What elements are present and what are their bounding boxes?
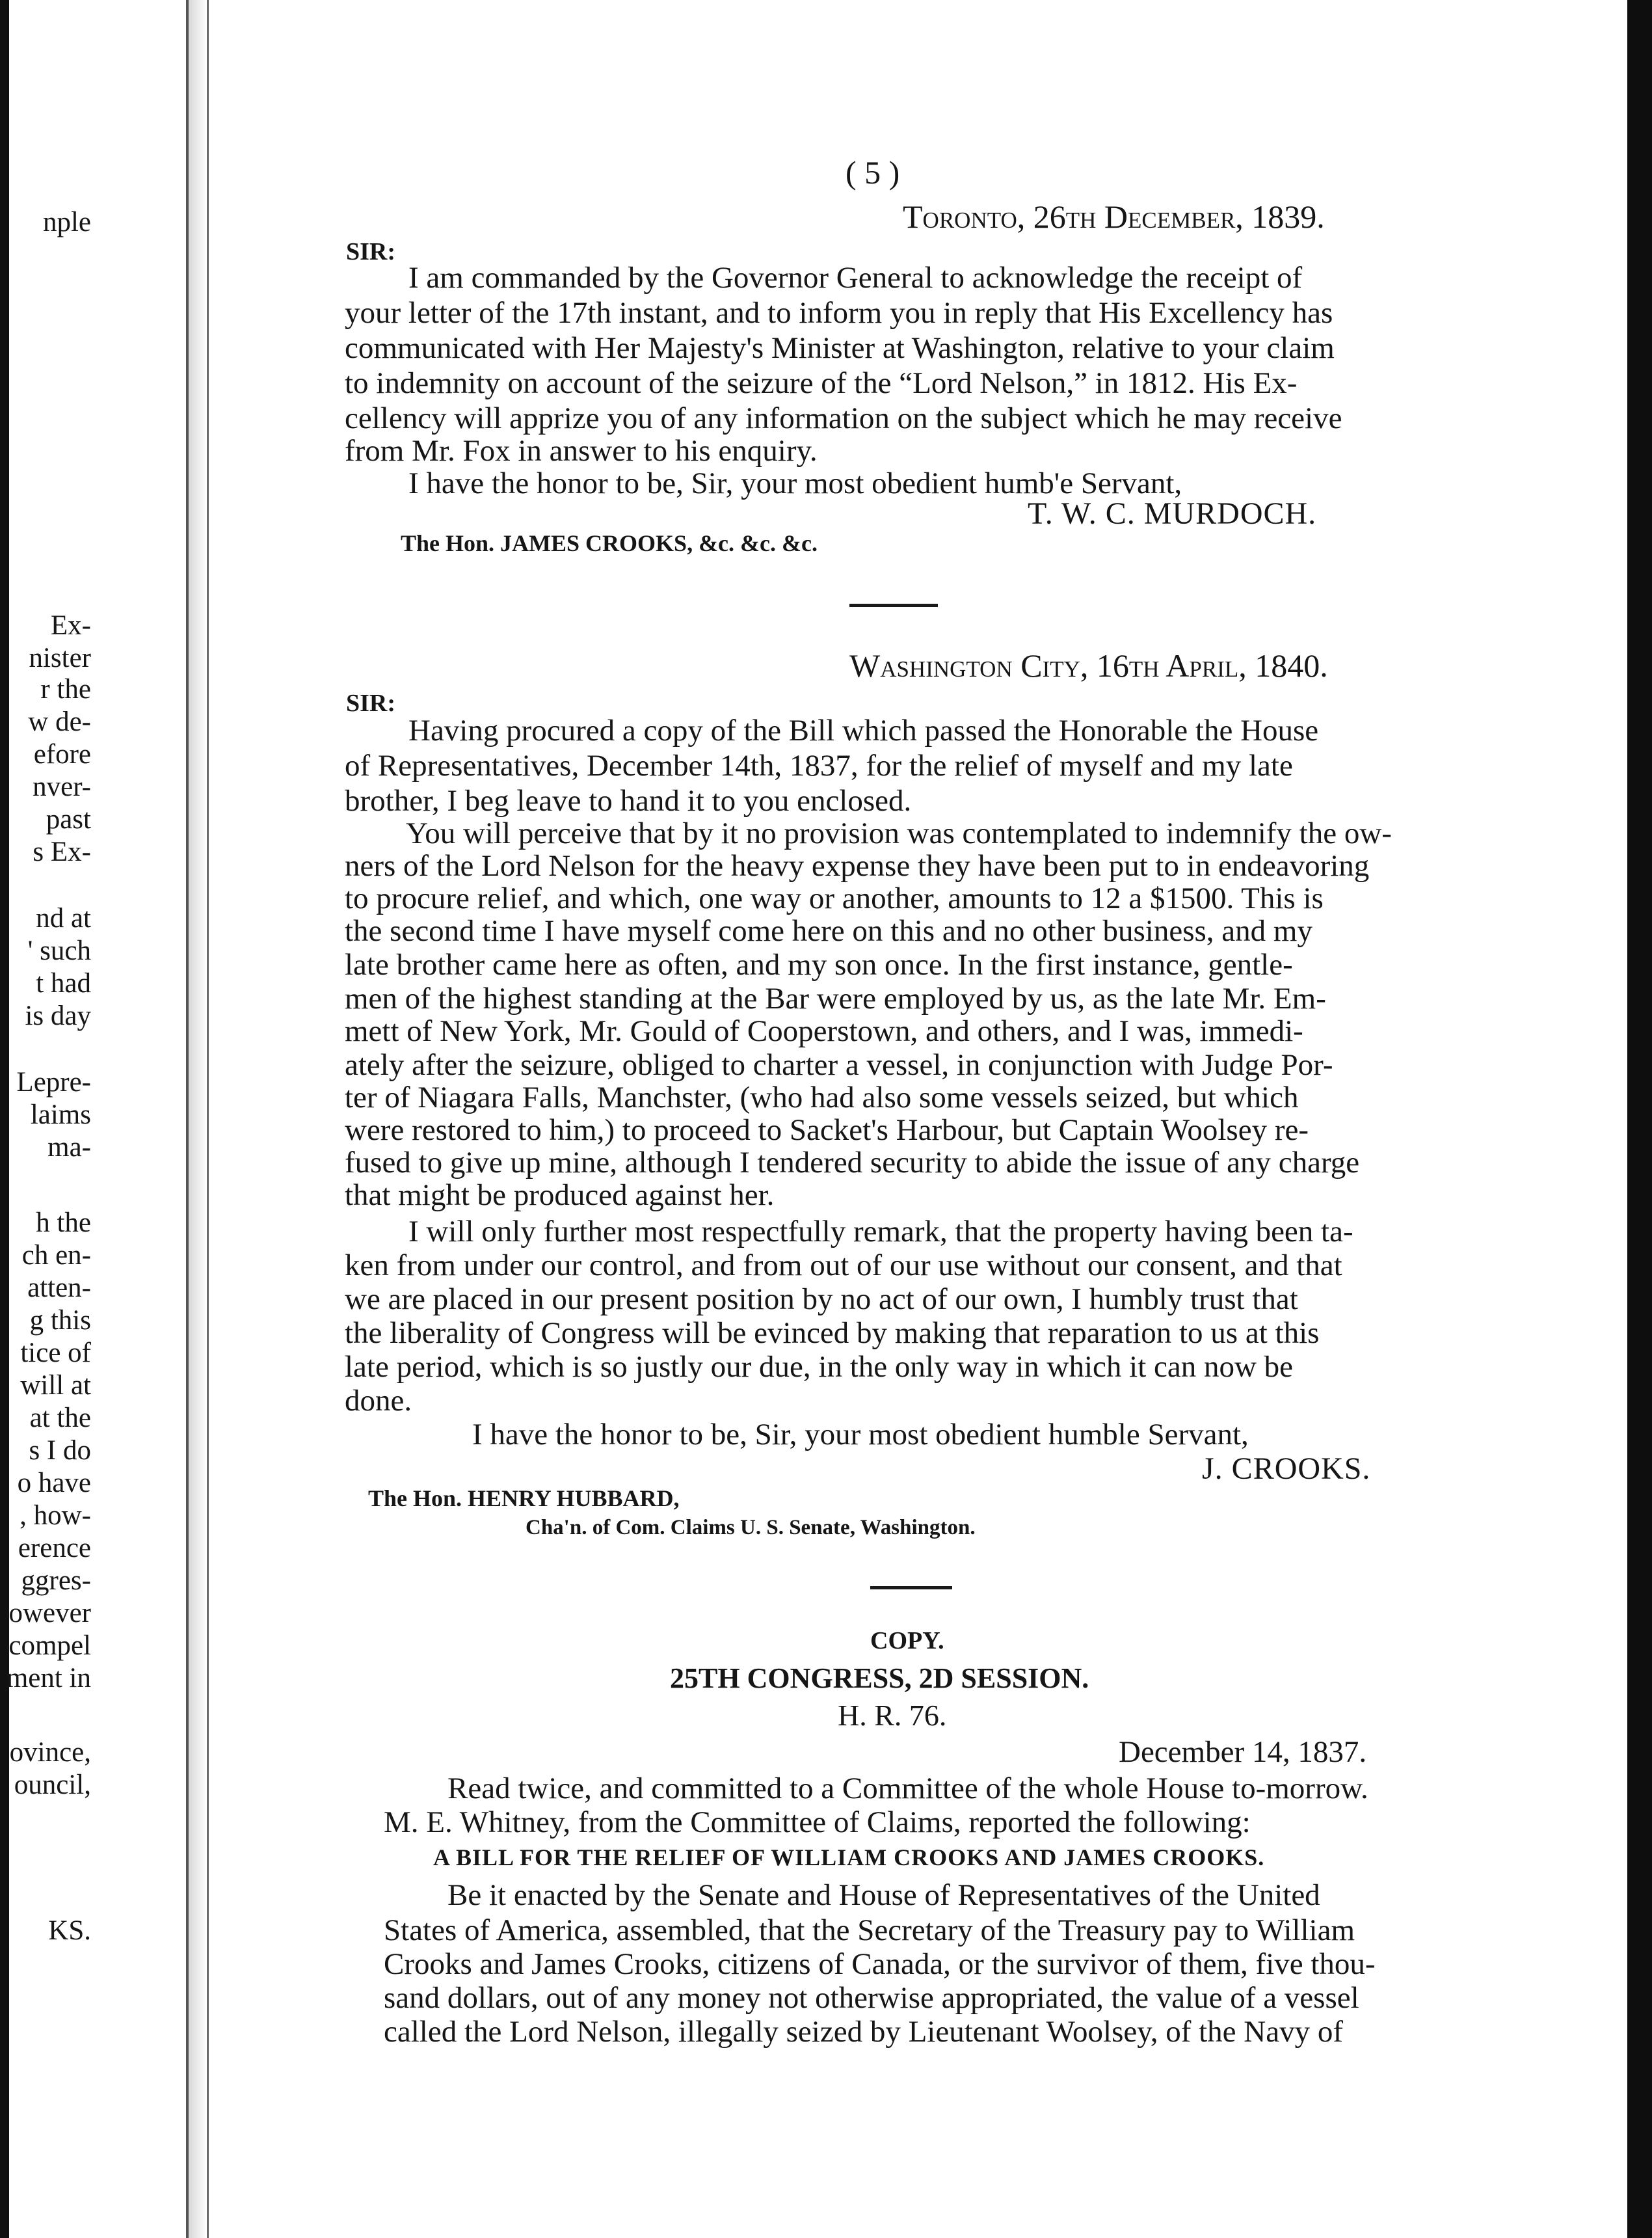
fragment-line: at the <box>29 1403 91 1433</box>
fragment-line: r the <box>40 674 91 705</box>
letter2-line: men of the highest standing at the Bar were employed by us, as the late Mr. Em- <box>345 982 1326 1016</box>
fragment-line: , how- <box>20 1500 91 1531</box>
fragment-line: g this <box>29 1305 91 1336</box>
page-gutter-line <box>186 0 189 2238</box>
letter1-line: communicated with Her Majesty's Minister at Washington, relative to your claim <box>345 331 1335 365</box>
letter2-line: we are placed in our present position by no act of our own, I humbly trust that <box>345 1282 1298 1316</box>
fragment-line: nple <box>42 207 91 237</box>
bill-body-line: States of America, assembled, that the Secretary of the Treasury pay to William <box>384 1913 1355 1947</box>
fragment-line: nister <box>29 643 91 673</box>
fragment-line: tice of <box>20 1338 91 1368</box>
letter2-addressee: The Hon. HENRY HUBBARD, <box>368 1485 680 1511</box>
page-gutter-shadow <box>189 0 207 2238</box>
fragment-line: nd at <box>36 903 91 934</box>
letter1-line: I have the honor to be, Sir, your most obedient humb'e Servant, <box>408 466 1182 500</box>
fragment-line: ouncil, <box>14 1770 91 1800</box>
letter2-line: ately after the seizure, obliged to charter a vessel, in conjunction with Judge Por- <box>345 1048 1333 1082</box>
fragment-line: Lepre- <box>16 1067 91 1098</box>
letter2-line: ken from under our control, and from out of our use without our consent, and that <box>345 1248 1342 1282</box>
fragment-line: efore <box>33 739 91 770</box>
letter2-line: I will only further most respectfully remark, that the property having been ta- <box>408 1215 1353 1248</box>
fragment-line: t had <box>36 968 91 999</box>
bill-line: M. E. Whitney, from the Committee of Claims, reported the following: <box>384 1805 1251 1839</box>
fragment-line: w de- <box>28 707 91 737</box>
bill-body-line: called the Lord Nelson, illegally seized by Lieutenant Woolsey, of the Navy of <box>384 2015 1343 2049</box>
letter2-line: to procure relief, and which, one way or another, amounts to 12 a $1500. This is <box>345 882 1324 915</box>
fragment-line: past <box>46 804 91 835</box>
fragment-line: laims <box>30 1099 91 1130</box>
bill-body-line: Be it enacted by the Senate and House of Representatives of the United <box>447 1878 1320 1912</box>
bill-date: December 14, 1837. <box>1119 1735 1367 1769</box>
fragment-line: h the <box>36 1207 91 1238</box>
fragment-line: ma- <box>47 1132 91 1163</box>
letter2-line: brother, I beg leave to hand it to you enclosed. <box>345 784 912 818</box>
bill-line: Read twice, and committed to a Committee of the whole House to-morrow. <box>447 1772 1368 1805</box>
letter2-line: done. <box>345 1384 412 1418</box>
letter2-salutation: SIR: <box>346 690 396 717</box>
letter2-addressee-title: Cha'n. of Com. Claims U. S. Senate, Washington. <box>526 1516 976 1539</box>
fragment-line: o have <box>17 1468 91 1498</box>
bill-body-line: Crooks and James Crooks, citizens of Canada, or the survivor of them, five thou- <box>384 1947 1376 1981</box>
fragment-line: ggres- <box>21 1565 91 1596</box>
fragment-line: s Ex- <box>33 837 91 867</box>
fragment-line: owever <box>8 1598 91 1628</box>
letter1-line: from Mr. Fox in answer to his enquiry. <box>345 434 818 468</box>
letter2-line: of Representatives, December 14th, 1837, for the relief of myself and my late <box>345 749 1293 783</box>
bill-congress: 25TH CONGRESS, 2D SESSION. <box>670 1662 1089 1694</box>
letter2-line: were restored to him,) to proceed to Sacket's Harbour, but Captain Woolsey re- <box>345 1113 1309 1147</box>
letter2-line: the second time I have myself come here on this and no other business, and my <box>345 914 1312 948</box>
letter2-line: mett of New York, Mr. Gould of Cooperstown, and others, and I was, immedi- <box>345 1014 1303 1048</box>
letter2-line: late brother came here as often, and my son once. In the first instance, gentle- <box>345 948 1293 982</box>
fragment-line: ch en- <box>21 1240 91 1271</box>
letter1-addressee: The Hon. JAMES CROOKS, &c. &c. &c. <box>401 530 818 556</box>
fragment-line: compel <box>8 1630 91 1661</box>
fragment-line: erence <box>18 1533 91 1563</box>
fragment-line: Ex- <box>50 610 91 641</box>
letter2-line: I have the honor to be, Sir, your most obedient humble Servant, <box>472 1418 1249 1451</box>
fragment-line: atten- <box>27 1273 91 1303</box>
fragment-line: ment in <box>6 1663 91 1693</box>
letter2-line: that might be produced against her. <box>345 1178 775 1212</box>
bill-body-line: sand dollars, out of any money not otherwise appropriated, the value of a vessel <box>384 1981 1359 2015</box>
copy-label: COPY. <box>870 1627 944 1654</box>
letter2-line: Having procured a copy of the Bill which passed the Honorable the House <box>408 714 1319 748</box>
section-divider <box>870 1586 952 1589</box>
letter1-dateline: Toronto, 26th December, 1839. <box>903 198 1325 235</box>
fragment-line: ovince, <box>9 1737 91 1768</box>
fragment-line: s I do <box>29 1435 91 1466</box>
bill-number: H. R. 76. <box>838 1699 947 1732</box>
letter2-line: late period, which is so justly our due, in the only way in which it can now be <box>345 1350 1294 1384</box>
letter1-salutation: SIR: <box>346 238 396 265</box>
fragment-line: will at <box>20 1370 91 1401</box>
letter2-signature: J. CROOKS. <box>1202 1451 1371 1486</box>
letter1-signature: T. W. C. MURDOCH. <box>1028 496 1317 531</box>
fragment-line: ' such <box>27 936 91 966</box>
letter1-line: cellency will apprize you of any information on the subject which he may receive <box>345 401 1342 435</box>
fragment-line: is day <box>25 1001 91 1031</box>
fragment-line: nver- <box>33 772 91 802</box>
letter2-line: fused to give up mine, although I tendered security to abide the issue of any charge <box>345 1146 1360 1180</box>
scan-left-edge <box>0 0 9 2238</box>
letter1-line: your letter of the 17th instant, and to inform you in reply that His Excellency has <box>345 296 1333 330</box>
letter1-line: to indemnity on account of the seizure of the “Lord Nelson,” in 1812. His Ex- <box>345 366 1298 400</box>
bill-title: A BILL FOR THE RELIEF OF WILLIAM CROOKS AND JAMES CROOKS. <box>433 1844 1265 1870</box>
letter2-line: the liberality of Congress will be evinced by making that reparation to us at this <box>345 1316 1320 1350</box>
letter2-line: You will perceive that by it no provision was contemplated to indemnify the ow- <box>406 816 1392 850</box>
page-number: ( 5 ) <box>846 154 900 191</box>
letter1-line: I am commanded by the Governor General to acknowledge the receipt of <box>408 261 1303 295</box>
letter2-line: ners of the Lord Nelson for the heavy expense they have been put to in endeavoring <box>345 849 1370 883</box>
letter2-dateline: Washington City, 16th April, 1840. <box>849 647 1328 684</box>
scan-right-edge <box>1627 0 1652 2238</box>
letter2-line: ter of Niagara Falls, Manchster, (who had also some vessels seized, but which <box>345 1081 1299 1114</box>
page-gutter-line-inner <box>207 0 209 2238</box>
section-divider <box>849 604 938 607</box>
fragment-line: KS. <box>48 1915 91 1946</box>
